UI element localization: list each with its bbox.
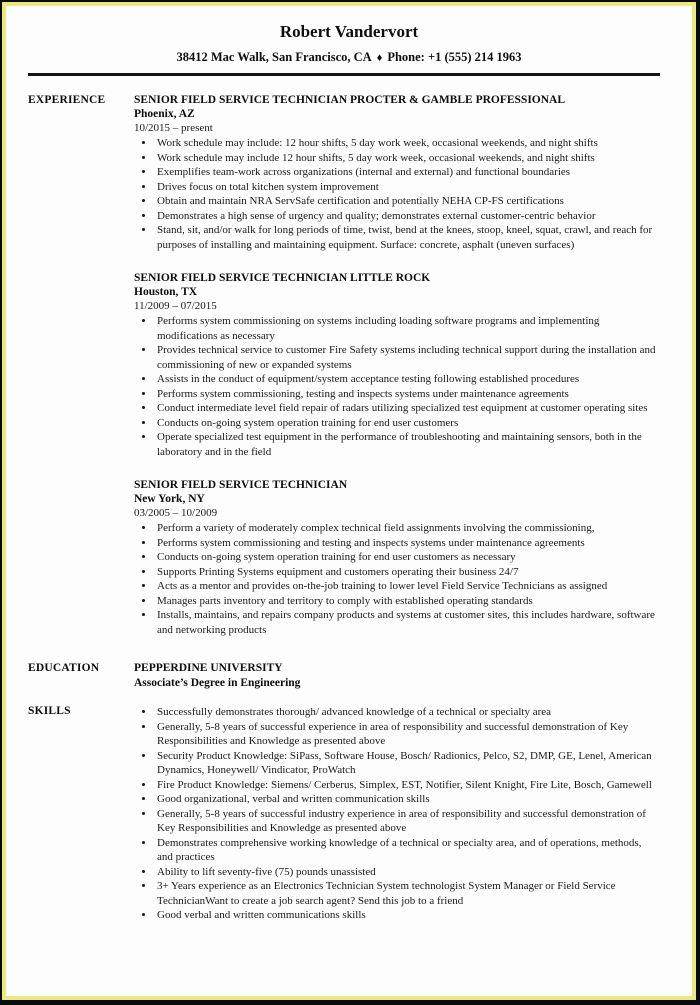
bullet-item: • Drives focus on total kitchen system improvement — [155, 180, 657, 195]
skill-item: • Good verbal and written communications skills — [155, 908, 657, 923]
job-bullets — [134, 521, 657, 637]
job-dates: 11/2009 – 07/2015 — [134, 300, 217, 312]
header-divider — [28, 73, 660, 76]
job-entry — [134, 271, 657, 459]
address-text: 38412 Mac Walk, San Francisco, CA — [176, 50, 372, 64]
job-location: Houston, TX — [134, 286, 198, 298]
job-bullets — [134, 314, 657, 459]
bullet-item: • Performs system commissioning, testing and inspects systems under maintenance agreements — [155, 387, 657, 402]
skill-item: • 3+ Years experience as an Electronics Technician System technologist System Manager or Field Service TechnicianWant to create a job search agent? Send this job to a friend — [155, 879, 657, 908]
education-school: PEPPERDINE UNIVERSITY — [134, 662, 283, 674]
experience-label: EXPERIENCE — [28, 94, 106, 106]
job-bullets — [134, 136, 657, 252]
job-entry — [134, 93, 657, 252]
bullet-item: • Provides technical service to customer Fire Safety systems including technical support during the installation and commissioning of new or expanded systems — [155, 343, 657, 372]
skill-item: • Demonstrates comprehensive working knowledge of a technical or specialty area, and of operations, methods, and practices — [155, 836, 657, 865]
skill-item: • Fire Product Knowledge: Siemens/ Cerberus, Simplex, EST, Notifier, Silent Knight, Fire Lite, Bosch, Gamewell — [155, 778, 657, 793]
bullet-item: • Demonstrates a high sense of urgency and quality; demonstrates external customer-centric behavior — [155, 209, 657, 224]
job-dates: 10/2015 – present — [134, 122, 213, 134]
bullet-item: • Operate specialized test equipment in the performance of troubleshooting and maintaining sensors, both in the laboratory and in the field — [155, 430, 657, 459]
bullet-item: • Conduct intermediate level field repair of radars utilizing specialized test equipment at customer operating sites — [155, 401, 657, 416]
job-entry — [134, 478, 657, 637]
skill-item: • Generally, 5-8 years of successful experience in area of responsibility and successful demonstration of Key Responsibilities and Knowledge as presented above — [155, 720, 657, 749]
bullet-item: • Assists in the conduct of equipment/system acceptance testing following established procedures — [155, 372, 657, 387]
bullet-item: • Conducts on-going system operation training for end user customers as necessary — [155, 550, 657, 565]
experience-section — [28, 93, 657, 637]
skill-item: • Generally, 5-8 years of successful industry experience in area of responsibility and successful demonstration of Key Responsibilities and Knowledge as presented above — [155, 807, 657, 836]
bullet-item: • Acts as a mentor and provides on-the-job training to lower level Field Service Technicians as assigned — [155, 579, 657, 594]
skill-item: • Security Product Knowledge: SiPass, Software House, Bosch/ Radionics, Pelco, S2, DMP, GE, Lenel, American Dynamics, Honeywell/ Vindicator, ProWatch — [155, 749, 657, 778]
bullet-item: • Performs system commissioning on systems including loading software programs and implementing modifications as necessary — [155, 314, 657, 343]
education-degree: Associate’s Degree in Engineering — [134, 677, 301, 689]
bullet-item: • Work schedule may include: 12 hour shifts, 5 day work week, occasional weekends, and night shifts — [155, 136, 657, 151]
education-content — [134, 661, 657, 691]
skill-item: • Ability to lift seventy-five (75) pounds unassisted — [155, 865, 657, 880]
phone-text: Phone: +1 (555) 214 1963 — [387, 50, 522, 64]
bullet-item: • Exemplifies team-work across organizations (internal and external) and functional boundaries — [155, 165, 657, 180]
skill-item: • Good organizational, verbal and written communication skills — [155, 792, 657, 807]
bullet-item: • Supports Printing Systems equipment and customers operating their business 24/7 — [155, 565, 657, 580]
job-dates: 03/2005 – 10/2009 — [134, 507, 218, 519]
education-section — [28, 661, 657, 691]
resume-header — [6, 6, 692, 76]
bullet-item: • Stand, sit, and/or walk for long periods of time, twist, bend at the knees, stoop, kneel, squat, crawl, and reach for purposes of installing and maintaining equipment. Surface: concrete, asphalt (uneven surfaces) — [155, 223, 657, 252]
bullet-item: • Performs system commissioning and testing and inspects systems under maintenance agreements — [155, 536, 657, 551]
skills-label: SKILLS — [28, 705, 71, 717]
skill-item: • Successfully demonstrates thorough/ advanced knowledge of a technical or specialty area — [155, 705, 657, 720]
bullet-item: • Work schedule may include 12 hour shifts, 5 day work week, occasional weekends, and night shifts — [155, 151, 657, 166]
diamond-icon: ♦ — [376, 52, 383, 64]
skills-section — [28, 704, 657, 923]
candidate-name: Robert Vandervort — [279, 22, 419, 41]
bullet-item: • Manages parts inventory and territory to comply with established operating standards — [155, 594, 657, 609]
bullet-item: • Installs, maintains, and repairs company products and systems at customer sites, this includes hardware, software and networking products — [155, 608, 657, 637]
job-title: SENIOR FIELD SERVICE TECHNICIAN LITTLE ROCK — [134, 272, 431, 284]
skills-bullets — [134, 705, 657, 923]
experience-content — [134, 93, 657, 637]
bullet-item: • Perform a variety of moderately complex technical field assignments involving the commissioning, — [155, 521, 657, 536]
job-location: Phoenix, AZ — [134, 108, 195, 120]
resume-body — [6, 93, 692, 923]
contact-line — [6, 50, 692, 65]
resume-page — [2, 2, 696, 1000]
bullet-item: • Conducts on-going system operation training for end user customers — [155, 416, 657, 431]
skills-content — [134, 704, 657, 923]
job-title: SENIOR FIELD SERVICE TECHNICIAN — [134, 479, 348, 491]
job-location: New York, NY — [134, 493, 205, 505]
bullet-item: • Obtain and maintain NRA ServSafe certification and potentially NEHA CP-FS certifications — [155, 194, 657, 209]
education-label: EDUCATION — [28, 662, 100, 674]
job-title: SENIOR FIELD SERVICE TECHNICIAN PROCTER & GAMBLE PROFESSIONAL — [134, 94, 566, 106]
